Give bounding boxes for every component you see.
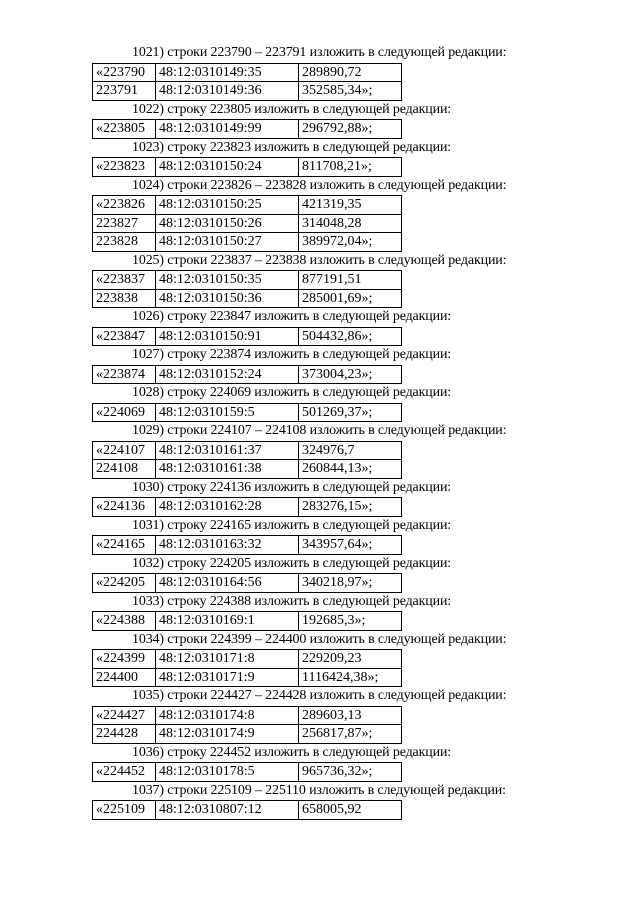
cadastral-number: 48:12:0310174:8 (156, 706, 299, 725)
amendment-section (92, 631, 552, 688)
cadastral-value: 658005,92 (299, 801, 402, 820)
cadastral-value: 389972,04»; (299, 233, 402, 252)
row-number: 224428 (93, 725, 156, 744)
row-number: «223874 (93, 365, 156, 384)
cadastral-value: 811708,21»; (299, 158, 402, 177)
cadastral-number: 48:12:0310169:1 (156, 612, 299, 631)
cadastral-value: 343957,64»; (299, 536, 402, 555)
row-number: 223791 (93, 82, 156, 101)
cadastral-value: 1116424,38»; (299, 668, 402, 687)
cadastral-number: 48:12:0310152:24 (156, 365, 299, 384)
amendment-heading: 1037) строки 225109 – 225110 изложить в следующей редакции: (132, 782, 506, 798)
cadastral-value: 314048,28 (299, 214, 402, 233)
table-row (93, 214, 402, 233)
cadastral-number: 48:12:0310150:35 (156, 271, 299, 290)
row-number: «223790 (93, 63, 156, 82)
amendment-heading: 1025) строки 223837 – 223838 изложить в следующей редакции: (132, 252, 507, 268)
amendment-table (92, 195, 402, 252)
table-row (93, 706, 402, 725)
row-number: 223827 (93, 214, 156, 233)
amendment-section (92, 139, 552, 177)
amendment-heading: 1031) строку 224165 изложить в следующей редакции: (132, 517, 452, 533)
cadastral-number: 48:12:0310159:5 (156, 403, 299, 422)
cadastral-number: 48:12:0310150:25 (156, 196, 299, 215)
cadastral-number: 48:12:0310161:37 (156, 441, 299, 460)
cadastral-value: 285001,69»; (299, 289, 402, 308)
cadastral-value: 877191,51 (299, 271, 402, 290)
amendment-table (92, 327, 402, 347)
table-row (93, 233, 402, 252)
amendment-heading: 1026) строку 223847 изложить в следующей редакции: (132, 309, 452, 324)
amendment-table (92, 611, 402, 631)
amendment-section (92, 555, 552, 593)
row-number: 224108 (93, 460, 156, 479)
amendment-section (92, 252, 552, 309)
cadastral-number: 48:12:0310150:27 (156, 233, 299, 252)
cadastral-value: 324976,7 (299, 441, 402, 460)
table-row (93, 612, 402, 631)
amendment-table (92, 365, 402, 385)
row-number: «224388 (93, 612, 156, 631)
row-number: «223826 (93, 196, 156, 215)
row-number: «224452 (93, 763, 156, 782)
cadastral-number: 48:12:0310150:26 (156, 214, 299, 233)
table-row (93, 763, 402, 782)
table-row (93, 725, 402, 744)
amendment-section (92, 346, 552, 384)
cadastral-number: 48:12:0310150:24 (156, 158, 299, 177)
amendment-section (92, 517, 552, 555)
amendment-section (92, 782, 552, 820)
cadastral-number: 48:12:0310171:9 (156, 668, 299, 687)
amendment-table (92, 403, 402, 423)
amendment-heading: 1028) строку 224069 изложить в следующей редакции: (132, 385, 452, 400)
cadastral-value: 965736,32»; (299, 763, 402, 782)
table-row (93, 460, 402, 479)
amendment-heading: 1023) строку 223823 изложить в следующей редакции: (132, 139, 452, 155)
cadastral-number: 48:12:0310171:8 (156, 650, 299, 669)
amendment-section (92, 101, 552, 139)
amendment-table (92, 63, 402, 101)
cadastral-value: 256817,87»; (299, 725, 402, 744)
table-row (93, 289, 402, 308)
cadastral-number: 48:12:0310149:36 (156, 82, 299, 101)
table-row (93, 196, 402, 215)
cadastral-value: 352585,34»; (299, 82, 402, 101)
row-number: «224069 (93, 403, 156, 422)
table-row (93, 498, 402, 517)
table-row (93, 120, 402, 139)
amendment-section (92, 593, 552, 631)
amendment-section (92, 687, 552, 744)
row-number: «224136 (93, 498, 156, 517)
cadastral-value: 504432,86»; (299, 327, 402, 346)
cadastral-value: 373004,23»; (299, 365, 402, 384)
row-number: «223823 (93, 158, 156, 177)
cadastral-number: 48:12:0310161:38 (156, 460, 299, 479)
amendment-section (92, 44, 552, 101)
table-row (93, 650, 402, 669)
row-number: 224400 (93, 668, 156, 687)
cadastral-number: 48:12:0310807:12 (156, 801, 299, 820)
table-row (93, 441, 402, 460)
amendment-heading: 1021) строки 223790 – 223791 изложить в следующей редакции: (132, 45, 507, 60)
cadastral-number: 48:12:0310163:32 (156, 536, 299, 555)
cadastral-number: 48:12:0310149:35 (156, 63, 299, 82)
cadastral-value: 229209,23 (299, 650, 402, 669)
row-number: «224205 (93, 574, 156, 593)
cadastral-value: 289603,13 (299, 706, 402, 725)
amendment-table (92, 270, 402, 308)
row-number: «225109 (93, 801, 156, 820)
amendment-table (92, 573, 402, 593)
row-number: «224165 (93, 536, 156, 555)
row-number: 223838 (93, 289, 156, 308)
amendment-section (92, 744, 552, 782)
row-number: 223828 (93, 233, 156, 252)
cadastral-number: 48:12:0310149:99 (156, 120, 299, 139)
table-row (93, 801, 402, 820)
table-row (93, 63, 402, 82)
amendment-heading: 1024) строки 223826 – 223828 изложить в следующей редакции: (132, 177, 507, 193)
amendment-table (92, 649, 402, 687)
cadastral-number: 48:12:0310164:56 (156, 574, 299, 593)
amendment-table (92, 535, 402, 555)
table-row (93, 365, 402, 384)
amendment-table (92, 157, 402, 177)
cadastral-value: 289890,72 (299, 63, 402, 82)
cadastral-number: 48:12:0310162:28 (156, 498, 299, 517)
table-row (93, 158, 402, 177)
cadastral-value: 296792,88»; (299, 120, 402, 139)
table-row (93, 536, 402, 555)
row-number: «224399 (93, 650, 156, 669)
row-number: «224427 (93, 706, 156, 725)
amendment-section (92, 422, 552, 479)
amendment-heading: 1029) строки 224107 – 224108 изложить в следующей редакции: (132, 423, 507, 438)
table-row (93, 327, 402, 346)
row-number: «223847 (93, 327, 156, 346)
cadastral-value: 192685,3»; (299, 612, 402, 631)
cadastral-number: 48:12:0310178:5 (156, 763, 299, 782)
amendment-table (92, 706, 402, 744)
table-row (93, 403, 402, 422)
cadastral-number: 48:12:0310150:36 (156, 289, 299, 308)
amendment-heading: 1030) строку 224136 изложить в следующей редакции: (132, 479, 452, 495)
amendment-heading: 1036) строку 224452 изложить в следующей редакции: (132, 744, 452, 760)
amendment-section (92, 308, 552, 346)
amendment-heading: 1035) строки 224427 – 224428 изложить в следующей редакции: (132, 688, 507, 703)
amendment-heading: 1022) строку 223805 изложить в следующей редакции: (132, 101, 452, 117)
table-row (93, 668, 402, 687)
cadastral-value: 260844,13»; (299, 460, 402, 479)
table-row (93, 271, 402, 290)
amendment-table (92, 800, 402, 820)
row-number: «223805 (93, 120, 156, 139)
amendment-heading: 1032) строку 224205 изложить в следующей редакции: (132, 555, 452, 571)
row-number: «224107 (93, 441, 156, 460)
cadastral-value: 421319,35 (299, 196, 402, 215)
table-row (93, 574, 402, 593)
cadastral-number: 48:12:0310150:91 (156, 327, 299, 346)
cadastral-value: 283276,15»; (299, 498, 402, 517)
amendment-table (92, 119, 402, 139)
amendment-section (92, 479, 552, 517)
amendment-section (92, 177, 552, 252)
amendment-heading: 1027) строку 223874 изложить в следующей редакции: (132, 347, 452, 362)
cadastral-value: 340218,97»; (299, 574, 402, 593)
table-row (93, 82, 402, 101)
amendment-table (92, 497, 402, 517)
cadastral-number: 48:12:0310174:9 (156, 725, 299, 744)
amendment-table (92, 762, 402, 782)
row-number: «223837 (93, 271, 156, 290)
cadastral-value: 501269,37»; (299, 403, 402, 422)
amendment-table (92, 441, 402, 479)
document-body (92, 44, 552, 820)
amendment-heading: 1033) строку 224388 изложить в следующей редакции: (132, 593, 452, 609)
amendment-heading: 1034) строки 224399 – 224400 изложить в следующей редакции: (132, 631, 507, 647)
amendment-section (92, 384, 552, 422)
